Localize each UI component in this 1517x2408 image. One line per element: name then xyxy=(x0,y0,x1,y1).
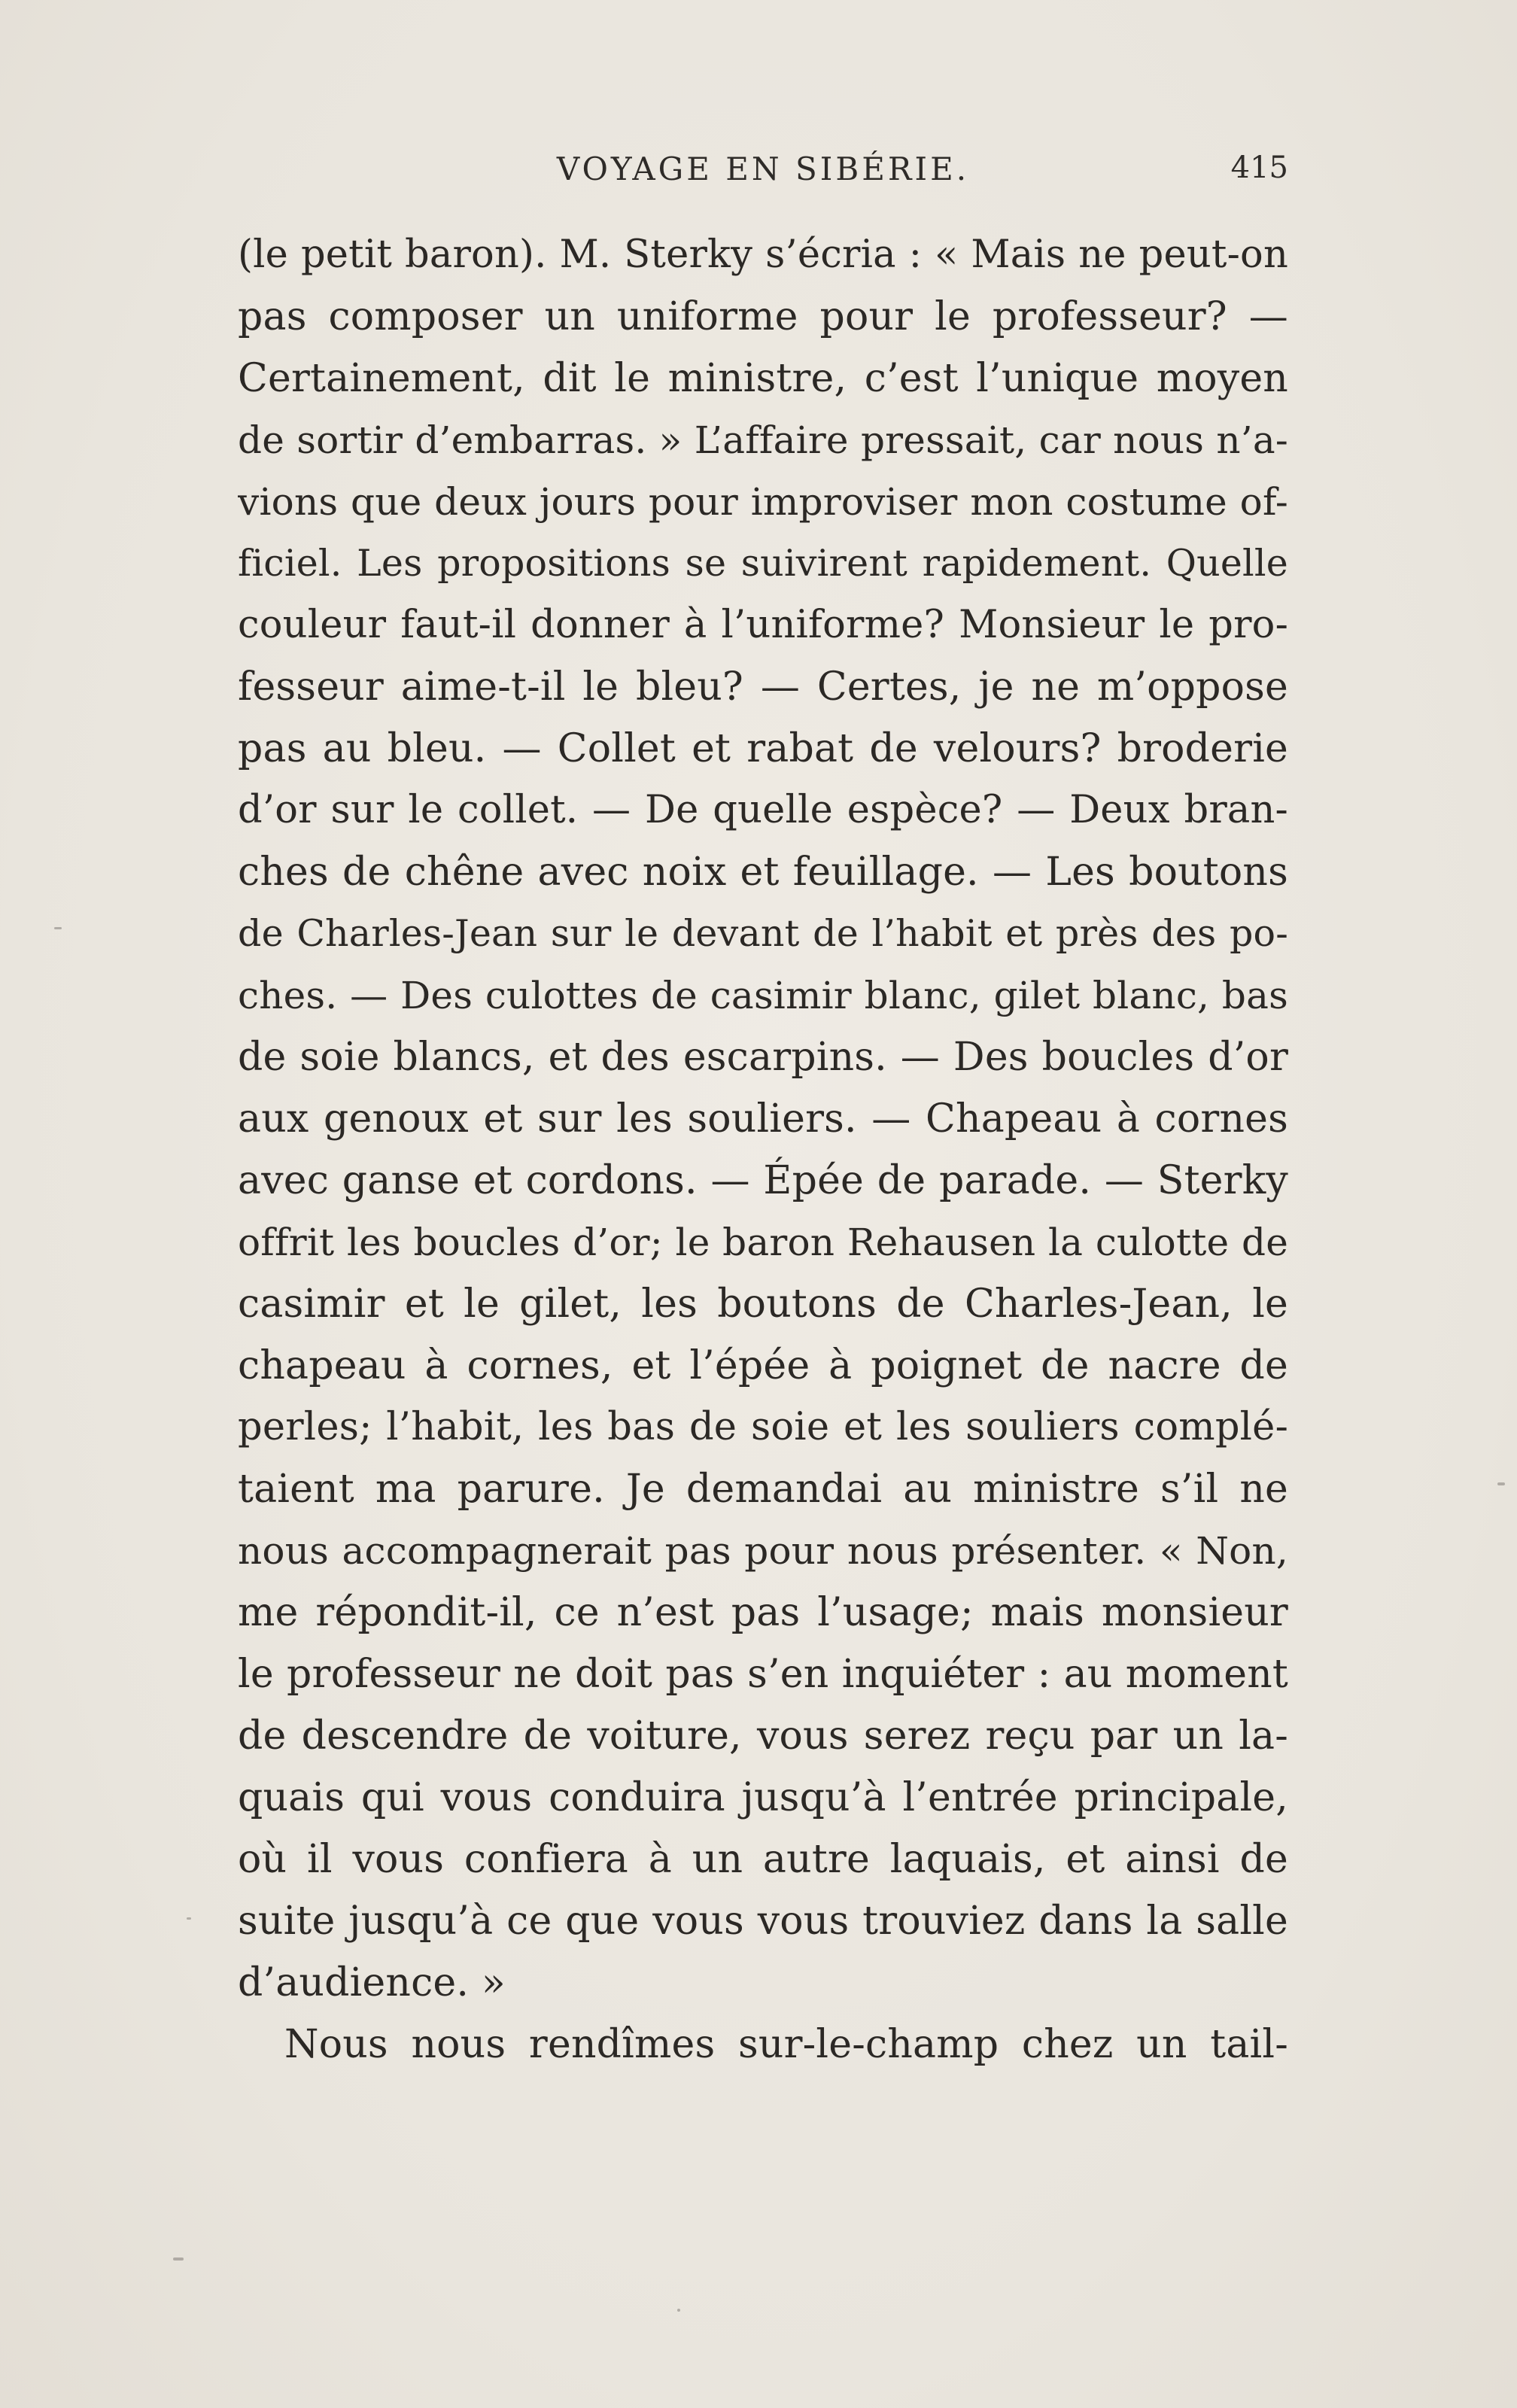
paragraph-first-line: Nous nous rendîmes sur-le-champ chez un tail- xyxy=(284,2022,1288,2067)
text-line: d’audience. » xyxy=(238,1960,506,2005)
text-line: pas au bleu. — Collet et rabat de velours? broderie xyxy=(238,726,1288,771)
text-line: de Charles-Jean sur le devant de l’habit et près des po- xyxy=(238,912,1288,955)
paper-speck xyxy=(187,1917,191,1920)
text-line: le professeur ne doit pas s’en inquiéter : au moment xyxy=(238,1652,1288,1697)
text-line: avec ganse et cordons. — Épée de parade. — Sterky xyxy=(238,1158,1288,1203)
page-number: 415 xyxy=(1230,150,1288,185)
paper-speck xyxy=(54,927,62,929)
text-line: nous accompagnerait pas pour nous présenter. « Non, xyxy=(238,1529,1288,1573)
text-line: aux genoux et sur les souliers. — Chapeau à cornes xyxy=(238,1096,1288,1142)
page-header xyxy=(238,150,1288,196)
text-line: ficiel. Les propositions se suivirent rapidement. Quelle xyxy=(238,542,1288,585)
text-line: perles; l’habit, les bas de soie et les souliers complé- xyxy=(238,1405,1288,1449)
text-line: de soie blancs, et des escarpins. — Des boucles d’or xyxy=(238,1035,1288,1080)
text-line: vions que deux jours pour improviser mon costume of- xyxy=(238,480,1288,524)
text-line: d’or sur le collet. — De quelle espèce? — Deux bran- xyxy=(238,788,1288,832)
text-line: suite jusqu’à ce que vous vous trouviez dans la salle xyxy=(238,1899,1288,1944)
text-line: quais qui vous conduira jusqu’à l’entrée principale, xyxy=(238,1775,1288,1820)
running-title: VOYAGE EN SIBÉRIE. xyxy=(556,150,970,187)
text-line: Certainement, dit le ministre, c’est l’unique moyen xyxy=(238,356,1288,401)
text-line: ches de chêne avec noix et feuillage. — Les boutons xyxy=(238,850,1288,895)
paper-speck xyxy=(677,2309,680,2312)
paper-speck xyxy=(173,2258,184,2261)
text-line: ches. — Des culottes de casimir blanc, gilet blanc, bas xyxy=(238,974,1288,1017)
text-line: couleur faut-il donner à l’uniforme? Monsieur le pro- xyxy=(238,603,1288,647)
text-line: casimir et le gilet, les boutons de Charles-Jean, le xyxy=(238,1282,1288,1327)
text-line: où il vous confiera à un autre laquais, et ainsi de xyxy=(238,1837,1288,1882)
text-line: de sortir d’embarras. » L’affaire pressait, car nous n’a- xyxy=(238,418,1288,462)
text-line: me répondit-il, ce n’est pas l’usage; mais monsieur xyxy=(238,1590,1288,1635)
paper-speck xyxy=(1497,1482,1505,1485)
text-line: taient ma parure. Je demandai au ministre s’il ne xyxy=(238,1467,1288,1512)
text-line: fesseur aime-t-il le bleu? — Certes, je ne m’oppose xyxy=(238,664,1288,710)
text-line: pas composer un uniforme pour le professeur? — xyxy=(238,294,1288,339)
text-line: de descendre de voiture, vous serez reçu par un la- xyxy=(238,1713,1288,1759)
text-line: (le petit baron). M. Sterky s’écria : « Mais ne peut-on xyxy=(238,233,1288,277)
text-line: offrit les boucles d’or; le baron Rehausen la culotte de xyxy=(238,1221,1288,1264)
body-text xyxy=(238,224,1288,2075)
text-line: chapeau à cornes, et l’épée à poignet de nacre de xyxy=(238,1343,1288,1388)
